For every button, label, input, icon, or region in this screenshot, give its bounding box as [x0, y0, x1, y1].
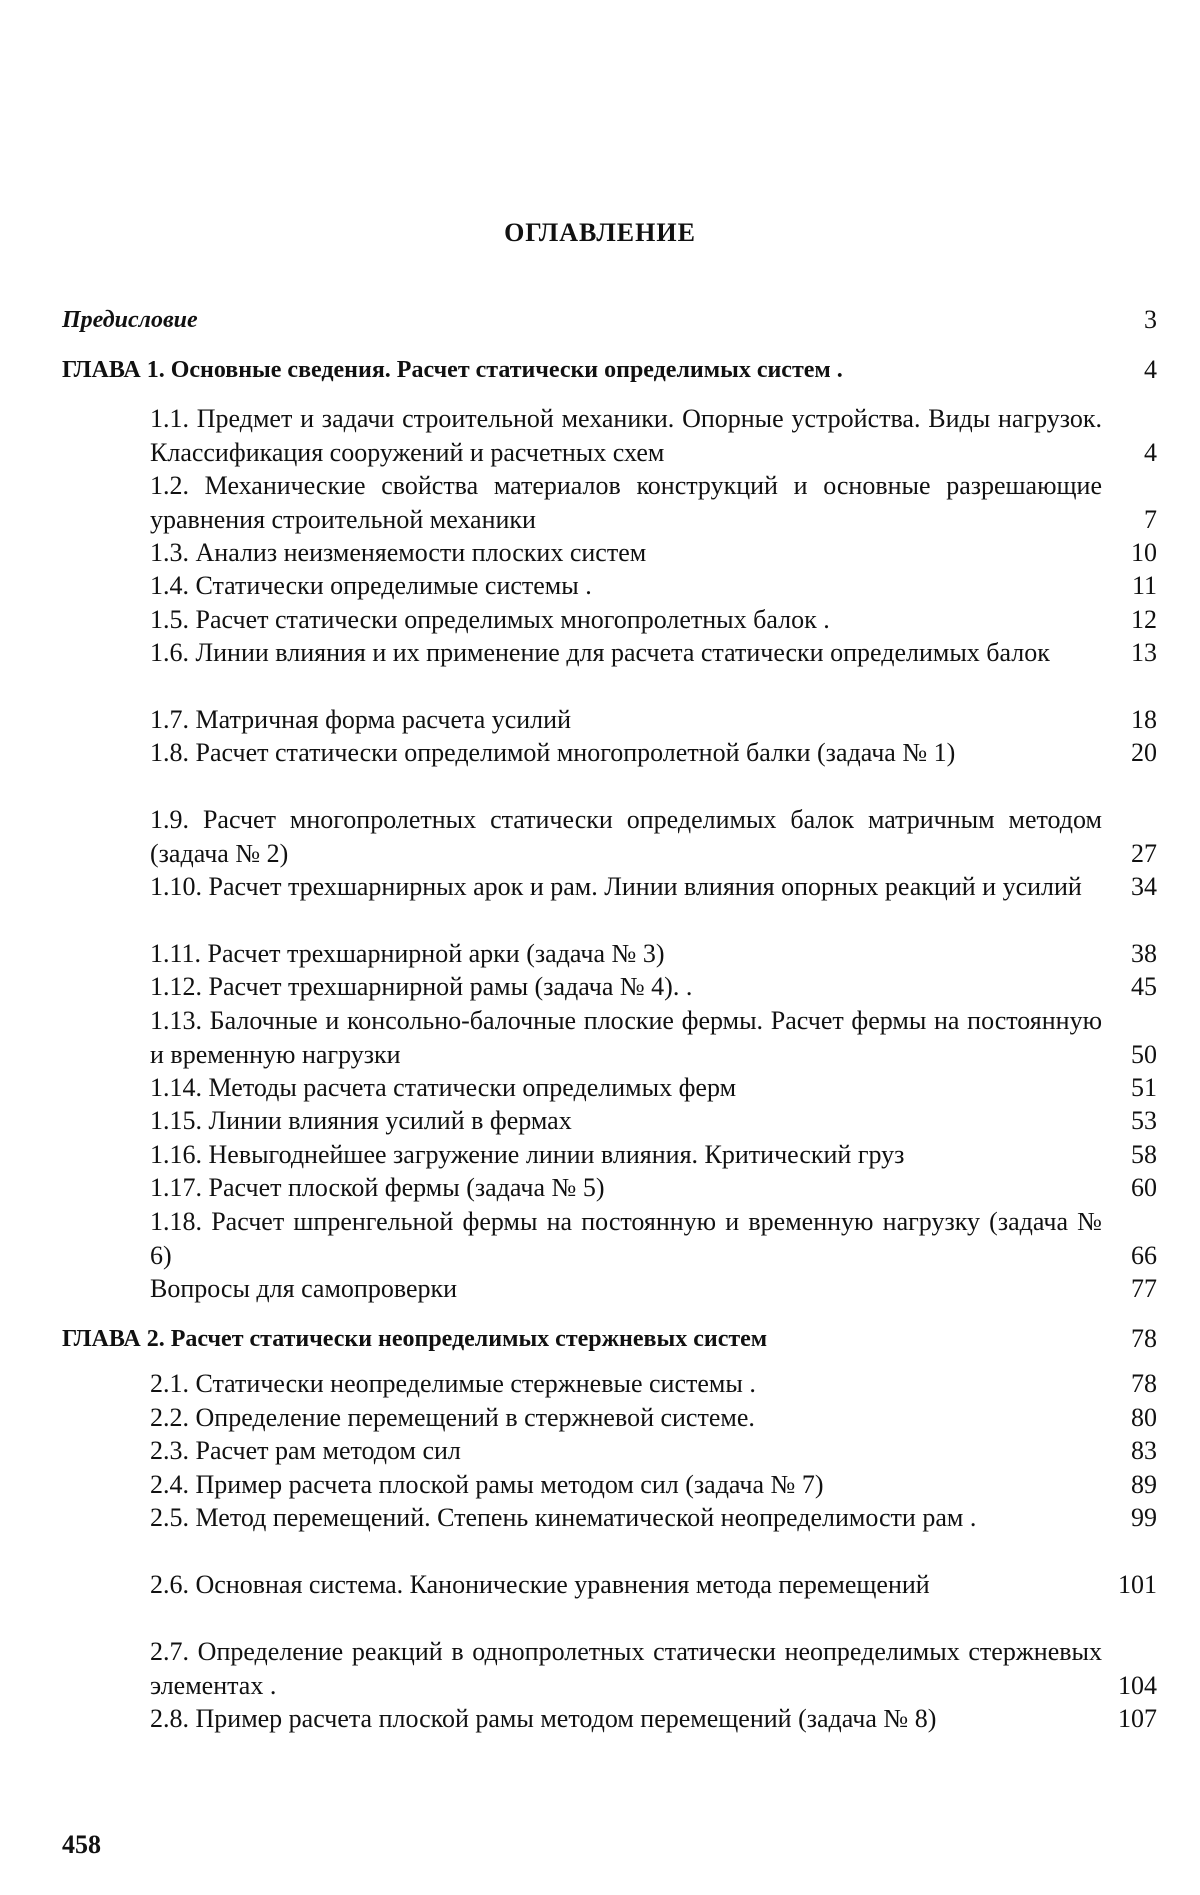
- toc-entry[interactable]: [150, 1205, 1157, 1273]
- toc-entry-text: 2.7. Определение реакций в однопролетных статически неопределимых стержневых элементах .: [150, 1637, 1102, 1700]
- toc-page-number: 51: [1131, 1073, 1157, 1102]
- toc-page-number: 4: [1144, 355, 1157, 384]
- toc-page-number: 11: [1131, 571, 1157, 600]
- toc-page-number: 4: [1144, 438, 1157, 467]
- toc-entry[interactable]: [150, 1367, 1157, 1401]
- toc-entry-text: 1.4. Статически определимые системы .: [150, 571, 592, 600]
- toc-page-number: 50: [1131, 1040, 1157, 1069]
- toc-page-number: 10: [1131, 538, 1157, 567]
- toc-entry[interactable]: [150, 1401, 1157, 1435]
- toc-page-number: 89: [1131, 1470, 1157, 1499]
- toc-entry-text: 2.4. Пример расчета плоской рамы методом сил (задача № 7): [150, 1470, 824, 1499]
- toc-page-number: 80: [1131, 1403, 1157, 1432]
- toc-page-number: 38: [1131, 939, 1157, 968]
- toc-entry[interactable]: [150, 1434, 1157, 1468]
- toc-page-number: 3: [1144, 305, 1157, 334]
- toc-entry-text: Предисловие: [62, 307, 198, 333]
- toc-page-number: 99: [1131, 1503, 1157, 1532]
- toc-entry[interactable]: [150, 736, 1157, 770]
- toc-page-number: 78: [1131, 1324, 1157, 1353]
- toc-entry-text: 2.2. Определение перемещений в стержневой системе.: [150, 1403, 755, 1432]
- toc-entry-text: 1.5. Расчет статически определимых многопролетных балок .: [150, 605, 830, 634]
- toc-entry-preface[interactable]: [62, 303, 1157, 337]
- toc-entry-text: 1.13. Балочные и консольно-балочные плоские фермы. Расчет фермы на постоянную и временную нагрузки: [150, 1006, 1102, 1069]
- toc-entry-text: 1.10. Расчет трехшарнирных арок и рам. Линии влияния опорных реакций и усилий: [150, 872, 1082, 901]
- toc-entry[interactable]: [150, 1568, 1157, 1602]
- toc-entry-text: 1.6. Линии влияния и их применение для расчета статически определимых балок: [150, 638, 1050, 667]
- toc-page-number: 107: [1118, 1704, 1157, 1733]
- toc-page-number: 20: [1131, 738, 1157, 767]
- toc-entry[interactable]: [150, 469, 1157, 537]
- toc-entry[interactable]: [150, 603, 1157, 637]
- toc-page-number: 101: [1118, 1570, 1157, 1599]
- toc-page-number: 53: [1131, 1106, 1157, 1135]
- toc-page-number: 45: [1131, 972, 1157, 1001]
- toc-entry-text: 2.6. Основная система. Канонические уравнения метода перемещений: [150, 1570, 930, 1599]
- toc-entry[interactable]: [150, 569, 1157, 603]
- toc-entry-text: 1.14. Методы расчета статически определимых ферм: [150, 1073, 737, 1102]
- toc-entry-text: 1.1. Предмет и задачи строительной механики. Опорные устройства. Виды нагрузок. Классификация сооружений и расчетных схем: [150, 404, 1102, 467]
- toc-page-number: 18: [1131, 705, 1157, 734]
- toc-entry-text: 1.17. Расчет плоской фермы (задача № 5): [150, 1173, 605, 1202]
- toc-entry[interactable]: [150, 1501, 1157, 1535]
- toc-entry[interactable]: [150, 970, 1157, 1004]
- toc-page-number: 12: [1131, 605, 1157, 634]
- toc-entry-text: 1.9. Расчет многопролетных статически определимых балок матричным методом (задача № 2): [150, 805, 1102, 868]
- toc-entry-text: 1.3. Анализ неизменяемости плоских систем: [150, 538, 647, 567]
- toc-entry-text: 2.1. Статически неопределимые стержневые системы .: [150, 1369, 756, 1398]
- toc-entry-text: 1.8. Расчет статически определимой многопролетной балки (задача № 1): [150, 738, 956, 767]
- toc-entry[interactable]: [150, 937, 1157, 971]
- toc-entry[interactable]: [150, 1004, 1157, 1072]
- toc-entry-text: 1.11. Расчет трехшарнирной арки (задача № 3): [150, 939, 665, 968]
- toc-entry[interactable]: [150, 870, 1157, 904]
- toc-entry[interactable]: [150, 1272, 1157, 1306]
- toc-entry[interactable]: [150, 1702, 1157, 1736]
- toc-entry-text: 1.12. Расчет трехшарнирной рамы (задача № 4). .: [150, 972, 693, 1001]
- toc-page-number: 7: [1144, 505, 1157, 534]
- toc-page-number: 60: [1131, 1173, 1157, 1202]
- toc-entry[interactable]: [150, 803, 1157, 871]
- toc-page-number: 27: [1131, 839, 1157, 868]
- toc-entry-text: 2.8. Пример расчета плоской рамы методом перемещений (задача № 8): [150, 1704, 937, 1733]
- toc-page-number: 77: [1131, 1274, 1157, 1303]
- page-number: 458: [62, 1830, 101, 1859]
- toc-page-number: 78: [1131, 1369, 1157, 1398]
- toc-entry-text: 1.2. Механические свойства материалов конструкций и основные разрешающие уравнения строительной механики: [150, 471, 1102, 534]
- toc-page-number: 13: [1131, 638, 1157, 667]
- toc-page-number: 58: [1131, 1140, 1157, 1169]
- toc-page-number: 83: [1131, 1436, 1157, 1465]
- toc-entry[interactable]: [150, 1104, 1157, 1138]
- toc-entry-text: 1.16. Невыгоднейшее загружение линии влияния. Критический груз: [150, 1140, 905, 1169]
- toc-chapter-1[interactable]: [62, 353, 1157, 387]
- toc-page-number: 66: [1131, 1241, 1157, 1270]
- toc-entry[interactable]: [150, 1468, 1157, 1502]
- page-title: ОГЛАВЛЕНИЕ: [504, 218, 696, 247]
- toc-entry[interactable]: [150, 1635, 1157, 1703]
- toc-page-number: 34: [1131, 872, 1157, 901]
- toc-entry[interactable]: [150, 1138, 1157, 1172]
- toc-entry[interactable]: [150, 402, 1157, 470]
- toc-entry[interactable]: [150, 536, 1157, 570]
- toc-entry-text: 1.15. Линии влияния усилий в фермах: [150, 1106, 572, 1135]
- toc-entry-text: 1.18. Расчет шпренгельной фермы на постоянную и временную нагрузку (задача № 6): [150, 1207, 1102, 1270]
- toc-page-number: 104: [1118, 1671, 1157, 1700]
- toc-entry[interactable]: [150, 703, 1157, 737]
- toc-entry-text: Вопросы для самопроверки: [150, 1274, 458, 1303]
- toc-entry-text: ГЛАВА 1. Основные сведения. Расчет статически определимых систем .: [62, 357, 843, 383]
- toc-entry[interactable]: [150, 636, 1157, 670]
- toc-entry-text: 1.7. Матричная форма расчета усилий: [150, 705, 571, 734]
- toc-chapter-2[interactable]: [62, 1322, 1157, 1356]
- toc-entry-text: 2.3. Расчет рам методом сил: [150, 1436, 461, 1465]
- toc-entry-text: ГЛАВА 2. Расчет статически неопределимых стержневых систем: [62, 1326, 768, 1352]
- toc-entry[interactable]: [150, 1171, 1157, 1205]
- toc-entry[interactable]: [150, 1071, 1157, 1105]
- toc-entry-text: 2.5. Метод перемещений. Степень кинематической неопределимости рам .: [150, 1503, 977, 1532]
